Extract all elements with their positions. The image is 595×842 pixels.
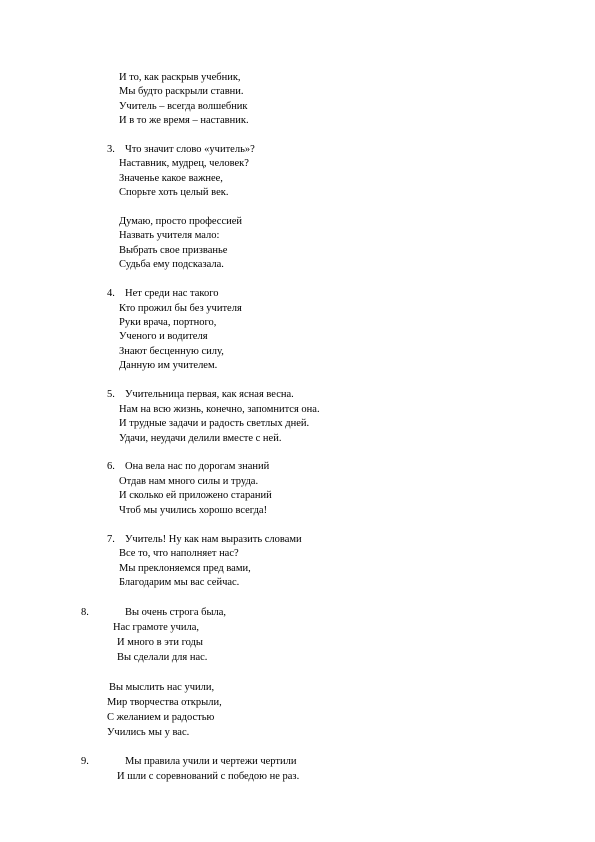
poem-line: Чтоб мы учились хорошо всегда! [119,505,268,516]
stanza-number: 4. [107,288,115,299]
poem-line: Вы очень строга была, [125,607,227,618]
poem-line: Она вела нас по дорогам знаний [125,461,270,472]
poem-line: Учились мы у вас. [107,727,190,738]
stanza-number: 7. [107,534,115,545]
poem-line: Назвать учителя мало: [119,230,220,241]
poem-line: И трудные задачи и радость светлых дней. [119,418,310,429]
poem-line: И шли с соревнований с победою не раз. [117,771,300,782]
poem-line: Знают бесценную силу, [119,346,224,357]
poem-line: Судьба ему подсказала. [119,259,224,270]
poem-line: Отдав нам много силы и труда. [119,476,259,487]
poem-line: Нам на всю жизнь, конечно, запомнится она. [119,404,320,415]
poem-line: Руки врача, портного, [119,317,217,328]
poem-line: Мы будто раскрыли ставни. [119,86,244,97]
poem-line: Нет среди нас такого [125,288,219,299]
poem-line: И много в эти годы [117,637,203,648]
poem-line: Ученого и водителя [119,331,208,342]
poem-line: Значенье какое важнее, [119,173,223,184]
poem-line: И в то же время – наставник. [119,115,249,126]
poem-line: Нас грамоте учила, [113,622,200,633]
poem-line: Мир творчества открыли, [107,697,222,708]
poem-line: Мы преклоняемся пред вами, [119,563,251,574]
poem-line: Благодарим мы вас сейчас. [119,577,240,588]
poem-line: Удачи, неудачи делили вместе с ней. [119,433,282,444]
poem-line: Думаю, просто профессией [119,216,243,227]
poem-line: Кто прожил бы без учителя [119,303,242,314]
poem-line: Мы правила учили и чертежи чертили [125,756,297,767]
poem-line: С желанием и радостью [107,712,215,723]
poem-line: Выбрать свое призванье [119,245,228,256]
poem-line: Вы сделали для нас. [117,652,208,663]
poem-line: И сколько ей приложено стараний [119,490,272,501]
stanza-number: 9. [81,756,89,767]
poem-line: И то, как раскрыв учебник, [119,72,241,83]
stanza-number: 8. [81,607,89,618]
stanza-number: 5. [107,389,115,400]
poem-line: Учительница первая, как ясная весна. [125,389,294,400]
poem-line: Спорьте хоть целый век. [119,187,229,198]
poem-line: Наставник, мудрец, человек? [119,158,249,169]
poem-line: Что значит слово «учитель»? [125,144,255,155]
stanza-number: 6. [107,461,115,472]
poem-line: Все то, что наполняет нас? [119,548,239,559]
poem-line: Учитель! Ну как нам выразить словами [125,534,302,545]
poem-line: Данную им учителем. [119,360,218,371]
poem-line: Учитель – всегда волшебник [119,101,248,112]
stanza-number: 3. [107,144,115,155]
poem-line: Вы мыслить нас учили, [109,682,215,693]
